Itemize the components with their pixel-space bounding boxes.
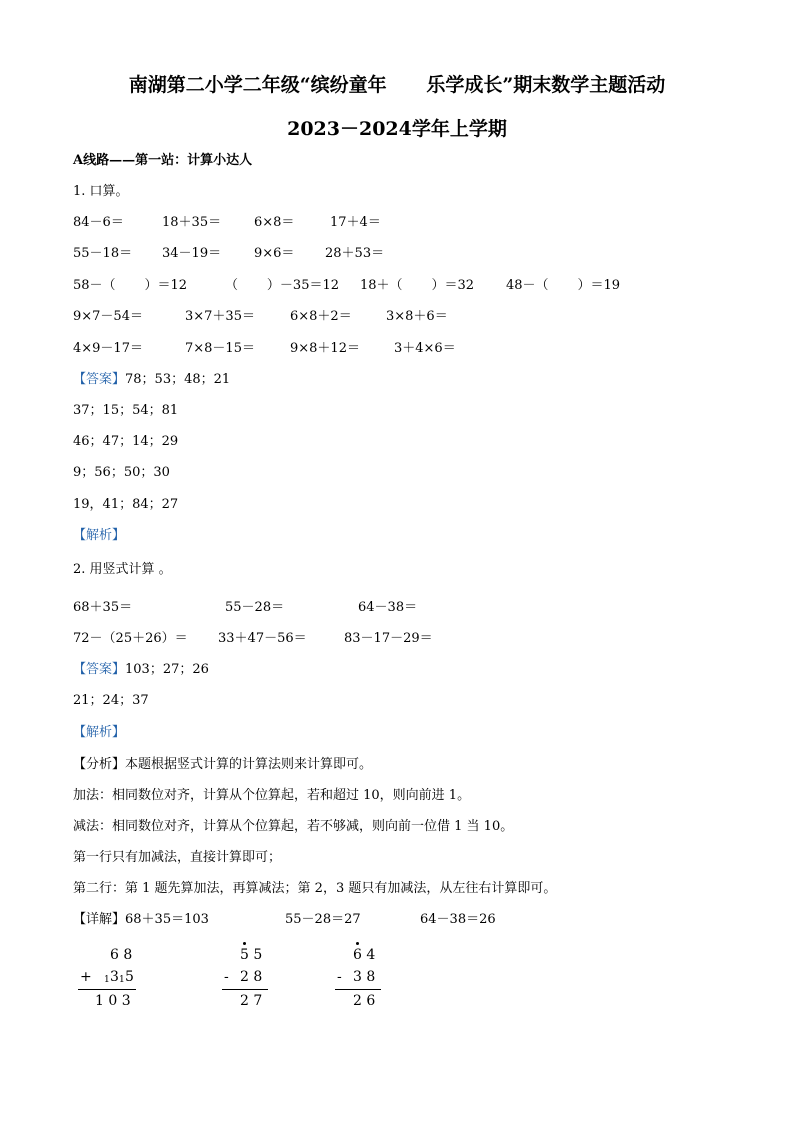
q1-item: 6×8＝ bbox=[254, 215, 295, 230]
q2-item: 33＋47－56＝ bbox=[218, 631, 307, 646]
q1-item: 55－18＝ bbox=[73, 246, 133, 261]
detail-line bbox=[73, 912, 209, 928]
q1-answer: 19，41；84；27 bbox=[73, 497, 179, 512]
q1-item: 3×8＋6＝ bbox=[386, 309, 448, 324]
borrow-dot bbox=[243, 942, 246, 945]
q1-item: 6×8＋2＝ bbox=[290, 309, 352, 324]
vertical-calc-result: 2 7 bbox=[240, 993, 263, 1009]
q2-item: 68＋35＝ bbox=[73, 600, 133, 615]
sub-rule: 减法：相同数位对齐，计算从个位算起，若不够减，则向前一位借 1 当 10。 bbox=[73, 819, 514, 834]
carry-digit: 1 bbox=[119, 975, 125, 985]
analysis-tag: 【解析】 bbox=[73, 528, 126, 543]
q1-item: 34－19＝ bbox=[162, 246, 222, 261]
q1-answer: 9；56；50；30 bbox=[73, 465, 170, 480]
q2-answer: 103；27；26 bbox=[125, 662, 209, 677]
q1-item: 9×8＋12＝ bbox=[290, 341, 360, 356]
q1-item: 7×8－15＝ bbox=[185, 341, 255, 356]
vertical-calc-rule bbox=[222, 989, 268, 990]
fenxi-tag: 【分析】 bbox=[73, 757, 126, 772]
q2-item: 64－38＝ bbox=[358, 600, 418, 615]
vertical-calc-operator: + bbox=[80, 969, 92, 985]
detail-equation: 68＋35＝103 bbox=[125, 912, 209, 927]
q2-item: 83－17－29＝ bbox=[344, 631, 433, 646]
q1-item: 18＋35＝ bbox=[162, 215, 222, 230]
vertical-calc-second: 5 bbox=[125, 969, 134, 985]
q1-item: 18＋（ ）＝32 bbox=[360, 278, 475, 293]
q1-item: 48－（ ）＝19 bbox=[506, 278, 621, 293]
q2-item: 72－（25＋26）＝ bbox=[73, 631, 188, 646]
vertical-calc-second: 3 8 bbox=[353, 969, 376, 985]
q1-item: 3＋4×6＝ bbox=[394, 341, 456, 356]
row1-note: 第一行只有加减法，直接计算即可； bbox=[73, 850, 282, 865]
q2-item: 55－28＝ bbox=[225, 600, 285, 615]
detail-equation: 55－28＝27 bbox=[285, 912, 361, 927]
vertical-calc-rule bbox=[335, 989, 381, 990]
vertical-calc-result: 1 0 3 bbox=[95, 993, 131, 1009]
q2-answer-line bbox=[73, 662, 209, 678]
q1-item: 9×7－54＝ bbox=[73, 309, 143, 324]
detail-tag: 【详解】 bbox=[73, 912, 126, 927]
vertical-calc-operator: - bbox=[224, 969, 229, 985]
q1-item: 28＋53＝ bbox=[325, 246, 385, 261]
fenxi-line bbox=[73, 757, 372, 773]
vertical-calc-operator: - bbox=[337, 969, 342, 985]
vertical-calc-top: 5 5 bbox=[240, 947, 263, 963]
q1-answer: 37；15；54；81 bbox=[73, 403, 179, 418]
fenxi-text: 本题根据竖式计算的计算法则来计算即可。 bbox=[125, 757, 373, 772]
page-subtitle: 2023－2024学年上学期 bbox=[287, 118, 507, 140]
row2-note: 第二行：第 1 题先算加法，再算减法；第 2，3 题只有加减法，从左往右计算即可。 bbox=[73, 881, 557, 896]
section-heading: A线路——第一站：计算小达人 bbox=[73, 153, 253, 168]
vertical-calc-second: 3 bbox=[110, 969, 119, 985]
q1-item: 58－（ ）＝12 bbox=[73, 278, 188, 293]
q1-item: （ ）－35＝12 bbox=[225, 278, 340, 293]
analysis-tag: 【解析】 bbox=[73, 725, 126, 740]
q1-answer: 46；47；14；29 bbox=[73, 434, 179, 449]
vertical-calc-second: 2 8 bbox=[240, 969, 263, 985]
carry-digit: 1 bbox=[104, 975, 110, 985]
detail-equation: 64－38＝26 bbox=[420, 912, 496, 927]
page-title: 南湖第二小学二年级“缤纷童年 乐学成长”期末数学主题活动 bbox=[128, 74, 666, 96]
q1-item: 9×6＝ bbox=[254, 246, 295, 261]
answer-tag: 【答案】 bbox=[73, 662, 126, 677]
question-2-label: 2. 用竖式计算 。 bbox=[73, 562, 172, 577]
q1-item: 84－6＝ bbox=[73, 215, 124, 230]
q1-item: 3×7＋35＝ bbox=[185, 309, 255, 324]
q1-item: 17＋4＝ bbox=[330, 215, 381, 230]
q1-answer-line bbox=[73, 372, 230, 388]
vertical-calc-result: 2 6 bbox=[353, 993, 376, 1009]
borrow-dot bbox=[356, 942, 359, 945]
vertical-calc-rule bbox=[78, 989, 136, 990]
vertical-calc-top: 6 8 bbox=[110, 947, 133, 963]
vertical-calc-top: 6 4 bbox=[353, 947, 376, 963]
add-rule: 加法：相同数位对齐，计算从个位算起，若和超过 10，则向前进 1。 bbox=[73, 788, 471, 803]
q2-answer: 21；24；37 bbox=[73, 693, 149, 708]
question-1-label: 1. 口算。 bbox=[73, 184, 129, 199]
q1-item: 4×9－17＝ bbox=[73, 341, 143, 356]
answer-tag: 【答案】 bbox=[73, 372, 126, 387]
q1-answer: 78；53；48；21 bbox=[125, 372, 231, 387]
